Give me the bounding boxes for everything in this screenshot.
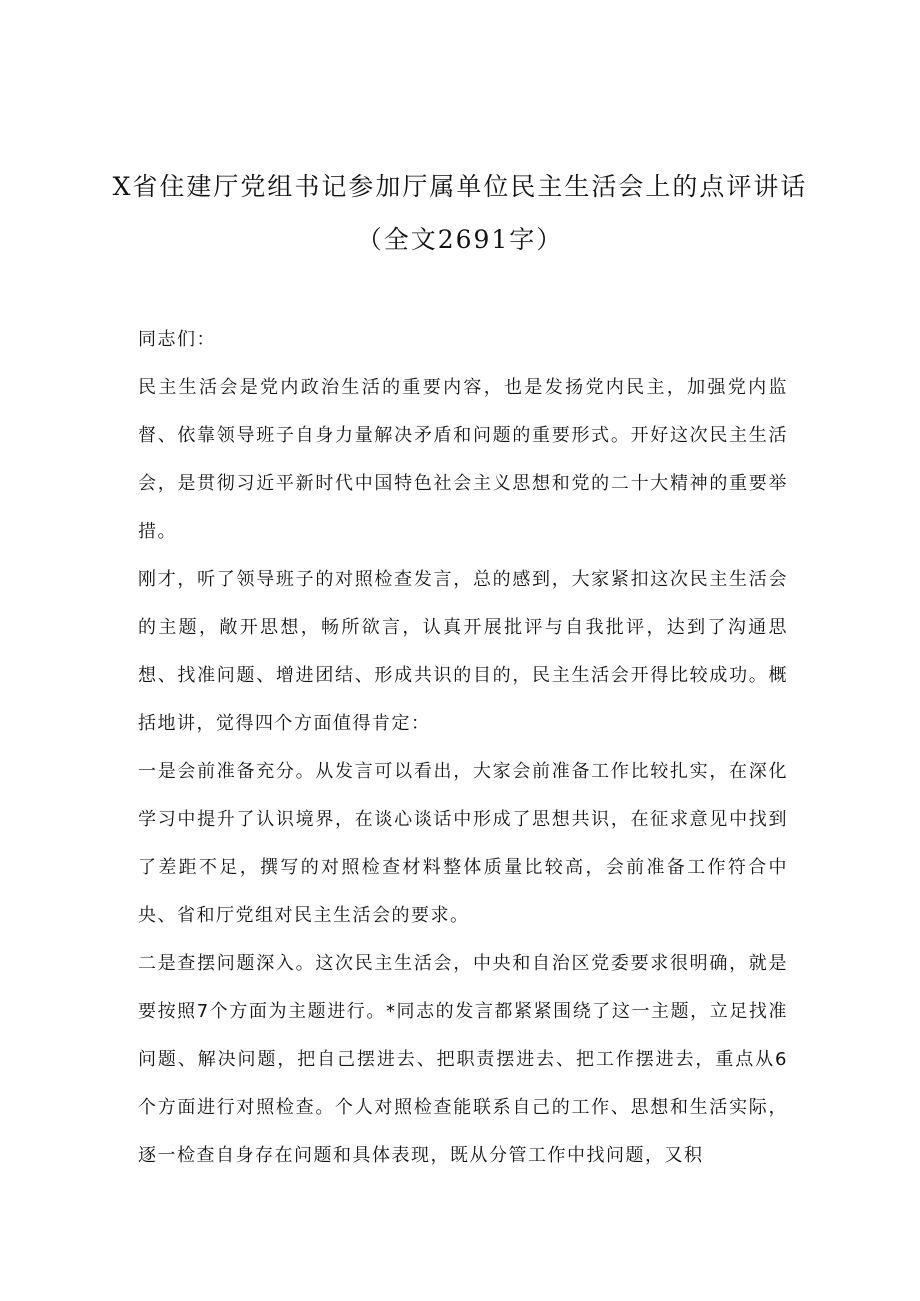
document-title: X省住建厅党组书记参加厅属单位民主生活会上的点评讲话 xyxy=(112,172,808,201)
body-paragraph: 二是查摆问题深入。这次民主生活会，中央和自治区党委要求很明确，就是要按照7个方面为主题进行。*同志的发言都紧紧围绕了这一主题，立足找准问题、解决问题，把自己摆进去、把职责摆进去、把工作摆进去，重点从6个方面进行对照检查。个人对照检查能联系自己的工作、思想和生活实际，逐一检查自身存在问题和具体表现，既从分管工作中找问题，又积 xyxy=(138,953,788,1166)
document-body xyxy=(138,316,788,1180)
body-paragraph: 刚才，听了领导班子的对照检查发言，总的感到，大家紧扣这次民主生活会的主题，敞开思想，畅所欲言，认真开展批评与自我批评，达到了沟通思想、找准问题、增进团结、形成共识的目的，民主生活会开得比较成功。概括地讲，觉得四个方面值得肯定： xyxy=(138,569,788,734)
salutation: 同志们： xyxy=(138,329,216,350)
body-paragraph: 民主生活会是党内政治生活的重要内容，也是发扬党内民主，加强党内监督、依靠领导班子自身力量解决矛盾和问题的重要形式。开好这次民主生活会，是贯彻习近平新时代中国特色社会主义思想和党的二十大精神的重要举措。 xyxy=(138,377,788,542)
document-subtitle-word-count: （全文2691字） xyxy=(356,225,564,254)
body-paragraph: 一是会前准备充分。从发言可以看出，大家会前准备工作比较扎实，在深化学习中提升了认识境界，在谈心谈话中形成了思想共识，在征求意见中找到了差距不足，撰写的对照检查材料整体质量比较高，会前准备工作符合中央、省和厅党组对民主生活会的要求。 xyxy=(138,761,788,926)
